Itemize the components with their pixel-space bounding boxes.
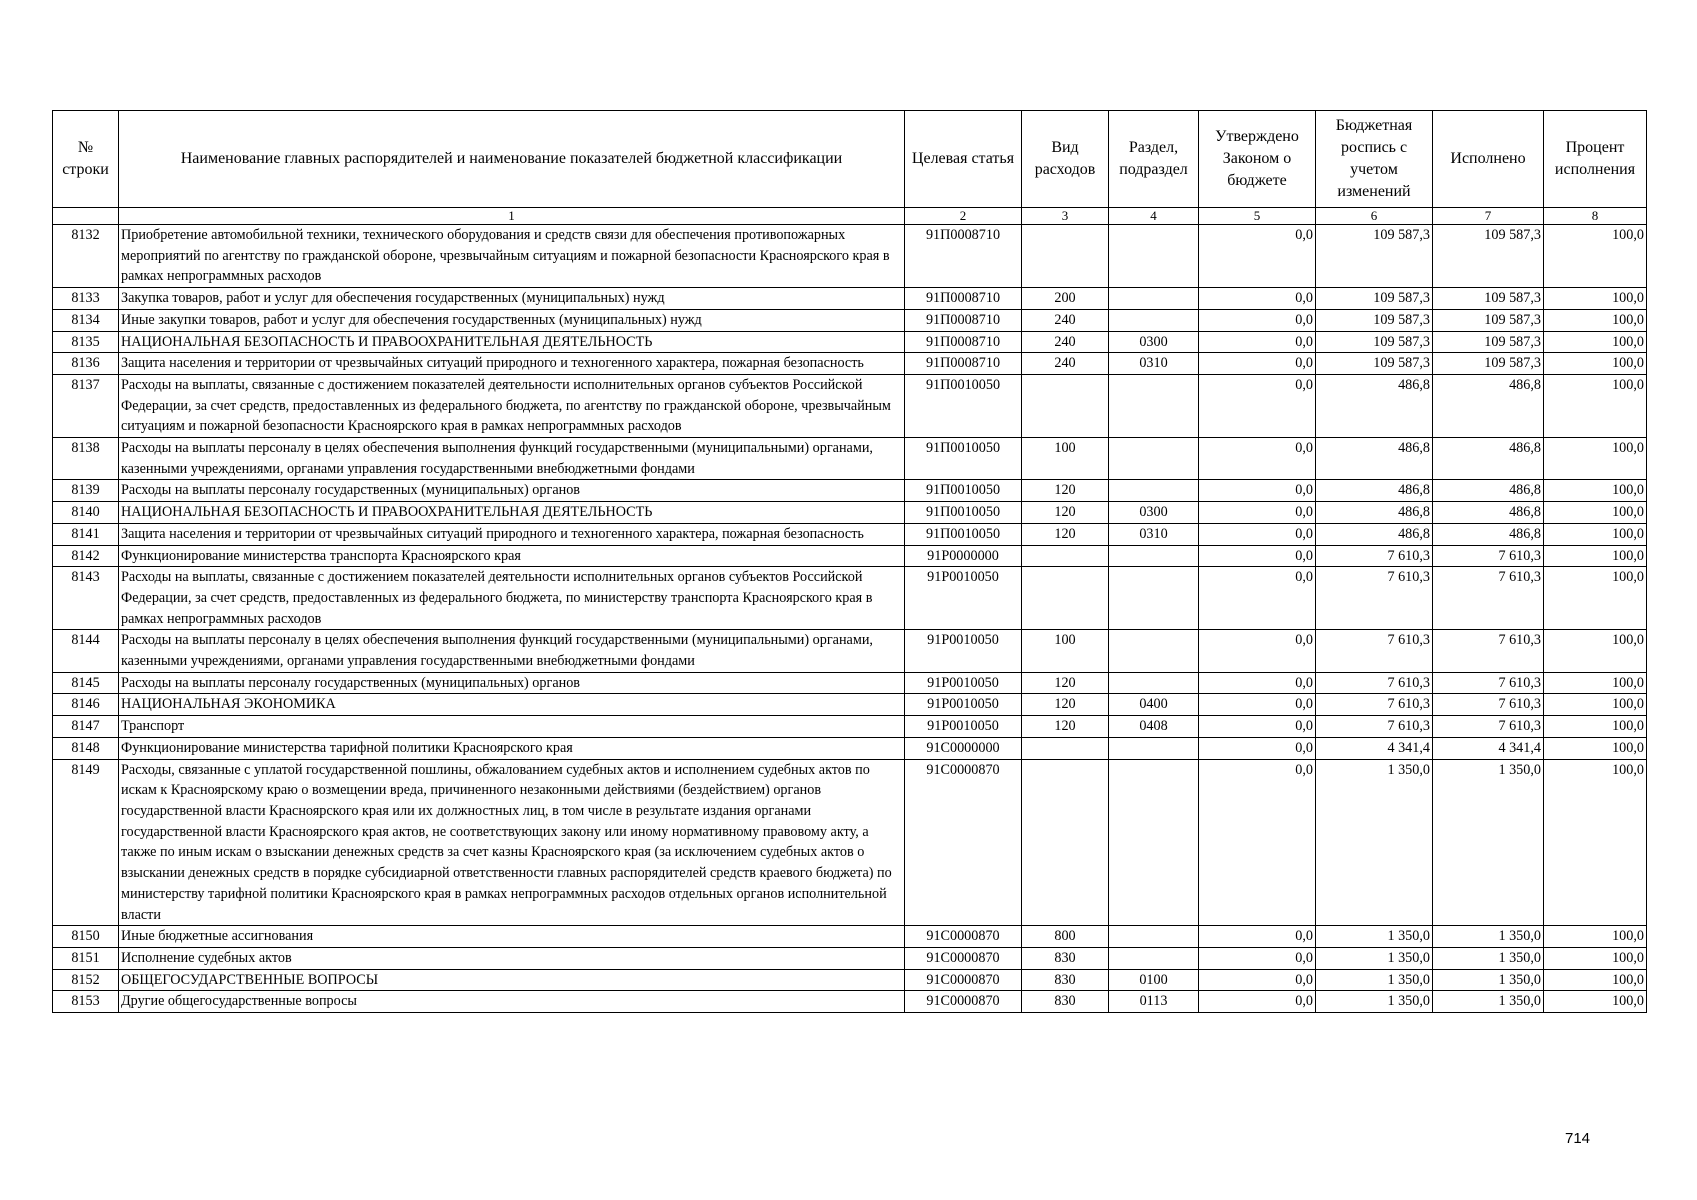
percent-cell: 100,0 — [1544, 759, 1647, 926]
percent-cell: 100,0 — [1544, 991, 1647, 1013]
row-name-cell: Расходы на выплаты, связанные с достижением показателей деятельности исполнительных органов субъектов Российской Федерации, за счет средств, предоставленных из федерального бюджета, по агентству по гражданской обороне, чрезвычайным ситуациям и пожарной безопасности Красноярского края в рамках непрограммных расходов — [119, 374, 905, 437]
approved-cell: 0,0 — [1199, 737, 1316, 759]
budget-schedule-cell: 109 587,3 — [1316, 225, 1433, 288]
approved-cell: 0,0 — [1199, 331, 1316, 353]
budget-schedule-cell: 109 587,3 — [1316, 288, 1433, 310]
section-cell: 0310 — [1109, 353, 1199, 375]
section-cell — [1109, 947, 1199, 969]
budget-schedule-cell: 109 587,3 — [1316, 353, 1433, 375]
target-article-cell: 91П0010050 — [905, 502, 1022, 524]
executed-cell: 7 610,3 — [1433, 694, 1544, 716]
column-number-row — [53, 208, 1647, 225]
budget-schedule-cell: 1 350,0 — [1316, 759, 1433, 926]
expense-kind-cell — [1022, 567, 1109, 630]
row-number-cell: 8136 — [53, 353, 119, 375]
approved-cell: 0,0 — [1199, 225, 1316, 288]
table-row — [53, 374, 1647, 437]
row-name-cell: Приобретение автомобильной техники, технического оборудования и средств связи для обеспечения противопожарных мероприятий по агентству по гражданской обороне, чрезвычайным ситуациям и пожарной безопасности Красноярского края в рамках непрограммных расходов — [119, 225, 905, 288]
budget-schedule-cell: 109 587,3 — [1316, 309, 1433, 331]
table-row — [53, 947, 1647, 969]
table-row — [53, 309, 1647, 331]
expense-kind-cell: 120 — [1022, 694, 1109, 716]
expense-kind-cell — [1022, 225, 1109, 288]
approved-cell: 0,0 — [1199, 969, 1316, 991]
row-name-cell: Расходы на выплаты персоналу в целях обеспечения выполнения функций государственными (муниципальными) органами, казенными учреждениями, органами управления государственными внебюджетными фондами — [119, 630, 905, 672]
percent-cell: 100,0 — [1544, 694, 1647, 716]
section-cell — [1109, 438, 1199, 480]
row-name-cell: Расходы на выплаты персоналу государственных (муниципальных) органов — [119, 672, 905, 694]
expense-kind-cell: 830 — [1022, 991, 1109, 1013]
row-number-cell: 8152 — [53, 969, 119, 991]
column-number: 1 — [119, 208, 905, 225]
header-budget-schedule: Бюджетная роспись с учетом изменений — [1316, 111, 1433, 208]
budget-schedule-cell: 7 610,3 — [1316, 545, 1433, 567]
percent-cell: 100,0 — [1544, 716, 1647, 738]
budget-schedule-cell: 1 350,0 — [1316, 969, 1433, 991]
row-name-cell: НАЦИОНАЛЬНАЯ ЭКОНОМИКА — [119, 694, 905, 716]
expense-kind-cell: 100 — [1022, 438, 1109, 480]
row-name-cell: Расходы на выплаты, связанные с достижением показателей деятельности исполнительных органов субъектов Российской Федерации, за счет средств, предоставленных из федерального бюджета, по министерству транспорта Красноярского края в рамках непрограммных расходов — [119, 567, 905, 630]
table-header-row — [53, 111, 1647, 208]
target-article-cell: 91П0008710 — [905, 331, 1022, 353]
section-cell: 0113 — [1109, 991, 1199, 1013]
budget-schedule-cell: 1 350,0 — [1316, 947, 1433, 969]
approved-cell: 0,0 — [1199, 630, 1316, 672]
table-row — [53, 759, 1647, 926]
row-number-cell: 8133 — [53, 288, 119, 310]
expense-kind-cell: 120 — [1022, 480, 1109, 502]
section-cell — [1109, 288, 1199, 310]
row-number-cell: 8139 — [53, 480, 119, 502]
executed-cell: 7 610,3 — [1433, 716, 1544, 738]
percent-cell: 100,0 — [1544, 969, 1647, 991]
executed-cell: 109 587,3 — [1433, 288, 1544, 310]
section-cell — [1109, 374, 1199, 437]
executed-cell: 1 350,0 — [1433, 947, 1544, 969]
section-cell — [1109, 630, 1199, 672]
row-number-cell: 8151 — [53, 947, 119, 969]
row-number-cell: 8153 — [53, 991, 119, 1013]
header-name: Наименование главных распорядителей и наименование показателей бюджетной классификации — [119, 111, 905, 208]
approved-cell: 0,0 — [1199, 353, 1316, 375]
row-name-cell: НАЦИОНАЛЬНАЯ БЕЗОПАСНОСТЬ И ПРАВООХРАНИТЕЛЬНАЯ ДЕЯТЕЛЬНОСТЬ — [119, 502, 905, 524]
column-number: 4 — [1109, 208, 1199, 225]
column-number: 6 — [1316, 208, 1433, 225]
approved-cell: 0,0 — [1199, 438, 1316, 480]
expense-kind-cell: 120 — [1022, 502, 1109, 524]
target-article-cell: 91П0010050 — [905, 374, 1022, 437]
target-article-cell: 91Р0010050 — [905, 694, 1022, 716]
approved-cell: 0,0 — [1199, 288, 1316, 310]
column-number: 2 — [905, 208, 1022, 225]
section-cell — [1109, 545, 1199, 567]
target-article-cell: 91С0000870 — [905, 969, 1022, 991]
approved-cell: 0,0 — [1199, 926, 1316, 948]
section-cell: 0300 — [1109, 331, 1199, 353]
row-name-cell: Исполнение судебных актов — [119, 947, 905, 969]
row-number-cell: 8140 — [53, 502, 119, 524]
row-number-cell: 8144 — [53, 630, 119, 672]
row-name-cell: Расходы, связанные с уплатой государственной пошлины, обжалованием судебных актов и исполнением судебных актов по искам к Красноярскому краю о возмещении вреда, причиненного незаконными действиями (бездействием) органов государственной власти Красноярского края или их должностных лиц, в том числе в результате издания органами государственной власти Красноярского края актов, не соответствующих закону или иному нормативному правовому акту, а также по иным искам о взыскании денежных средств за счет казны Красноярского края (за исключением судебных актов о взыскании денежных средств в порядке субсидиарной ответственности главных распорядителей средств краевого бюджета) по министерству тарифной политики Красноярского края в рамках непрограммных расходов отдельных органов исполнительной власти — [119, 759, 905, 926]
target-article-cell: 91С0000870 — [905, 991, 1022, 1013]
budget-schedule-cell: 7 610,3 — [1316, 567, 1433, 630]
table-row — [53, 926, 1647, 948]
percent-cell: 100,0 — [1544, 567, 1647, 630]
row-name-cell: Функционирование министерства тарифной политики Красноярского края — [119, 737, 905, 759]
row-name-cell: НАЦИОНАЛЬНАЯ БЕЗОПАСНОСТЬ И ПРАВООХРАНИТЕЛЬНАЯ ДЕЯТЕЛЬНОСТЬ — [119, 331, 905, 353]
row-name-cell: Расходы на выплаты персоналу в целях обеспечения выполнения функций государственными (муниципальными) органами, казенными учреждениями, органами управления государственными внебюджетными фондами — [119, 438, 905, 480]
executed-cell: 486,8 — [1433, 523, 1544, 545]
expense-kind-cell: 100 — [1022, 630, 1109, 672]
budget-schedule-cell: 7 610,3 — [1316, 716, 1433, 738]
section-cell: 0408 — [1109, 716, 1199, 738]
budget-schedule-cell: 109 587,3 — [1316, 331, 1433, 353]
percent-cell: 100,0 — [1544, 545, 1647, 567]
approved-cell: 0,0 — [1199, 502, 1316, 524]
expense-kind-cell: 240 — [1022, 309, 1109, 331]
expense-kind-cell — [1022, 374, 1109, 437]
page-number: 714 — [1565, 1130, 1591, 1147]
percent-cell: 100,0 — [1544, 737, 1647, 759]
approved-cell: 0,0 — [1199, 716, 1316, 738]
executed-cell: 7 610,3 — [1433, 672, 1544, 694]
percent-cell: 100,0 — [1544, 672, 1647, 694]
expense-kind-cell: 200 — [1022, 288, 1109, 310]
column-number: 5 — [1199, 208, 1316, 225]
percent-cell: 100,0 — [1544, 502, 1647, 524]
target-article-cell: 91Р0010050 — [905, 630, 1022, 672]
approved-cell: 0,0 — [1199, 309, 1316, 331]
row-number-cell: 8149 — [53, 759, 119, 926]
table-row — [53, 502, 1647, 524]
percent-cell: 100,0 — [1544, 331, 1647, 353]
header-approved: Утверждено Законом о бюджете — [1199, 111, 1316, 208]
approved-cell: 0,0 — [1199, 523, 1316, 545]
executed-cell: 486,8 — [1433, 502, 1544, 524]
budget-schedule-cell: 1 350,0 — [1316, 926, 1433, 948]
row-name-cell: Иные закупки товаров, работ и услуг для обеспечения государственных (муниципальных) нужд — [119, 309, 905, 331]
table-row — [53, 480, 1647, 502]
target-article-cell: 91С0000870 — [905, 947, 1022, 969]
section-cell — [1109, 926, 1199, 948]
section-cell — [1109, 225, 1199, 288]
row-name-cell: Другие общегосударственные вопросы — [119, 991, 905, 1013]
table-row — [53, 567, 1647, 630]
section-cell — [1109, 480, 1199, 502]
target-article-cell: 91С0000000 — [905, 737, 1022, 759]
row-number-cell: 8138 — [53, 438, 119, 480]
percent-cell: 100,0 — [1544, 947, 1647, 969]
approved-cell: 0,0 — [1199, 480, 1316, 502]
row-number-cell: 8135 — [53, 331, 119, 353]
row-number-cell: 8147 — [53, 716, 119, 738]
executed-cell: 7 610,3 — [1433, 567, 1544, 630]
budget-schedule-cell: 486,8 — [1316, 523, 1433, 545]
table-row — [53, 288, 1647, 310]
table-row — [53, 225, 1647, 288]
column-number: 3 — [1022, 208, 1109, 225]
target-article-cell: 91С0000870 — [905, 759, 1022, 926]
table-row — [53, 737, 1647, 759]
table-row — [53, 716, 1647, 738]
target-article-cell: 91П0010050 — [905, 523, 1022, 545]
row-number-cell: 8132 — [53, 225, 119, 288]
row-number-cell: 8150 — [53, 926, 119, 948]
target-article-cell: 91Р0000000 — [905, 545, 1022, 567]
row-name-cell: Расходы на выплаты персоналу государственных (муниципальных) органов — [119, 480, 905, 502]
executed-cell: 486,8 — [1433, 374, 1544, 437]
executed-cell: 1 350,0 — [1433, 759, 1544, 926]
section-cell — [1109, 737, 1199, 759]
row-name-cell: Транспорт — [119, 716, 905, 738]
budget-schedule-cell: 486,8 — [1316, 374, 1433, 437]
table-row — [53, 630, 1647, 672]
expense-kind-cell: 830 — [1022, 947, 1109, 969]
expense-kind-cell: 120 — [1022, 672, 1109, 694]
target-article-cell: 91П0008710 — [905, 309, 1022, 331]
section-cell: 0100 — [1109, 969, 1199, 991]
table-row — [53, 353, 1647, 375]
executed-cell: 109 587,3 — [1433, 353, 1544, 375]
target-article-cell: 91П0008710 — [905, 353, 1022, 375]
executed-cell: 4 341,4 — [1433, 737, 1544, 759]
expense-kind-cell: 240 — [1022, 353, 1109, 375]
executed-cell: 109 587,3 — [1433, 331, 1544, 353]
row-number-cell: 8134 — [53, 309, 119, 331]
executed-cell: 7 610,3 — [1433, 545, 1544, 567]
section-cell: 0400 — [1109, 694, 1199, 716]
table-row — [53, 991, 1647, 1013]
row-name-cell: Функционирование министерства транспорта Красноярского края — [119, 545, 905, 567]
header-expense-kind: Вид расходов — [1022, 111, 1109, 208]
row-name-cell: ОБЩЕГОСУДАРСТВЕННЫЕ ВОПРОСЫ — [119, 969, 905, 991]
header-section: Раздел, подраздел — [1109, 111, 1199, 208]
column-number — [53, 208, 119, 225]
row-number-cell: 8137 — [53, 374, 119, 437]
budget-table-sheet — [52, 110, 1646, 1013]
table-row — [53, 331, 1647, 353]
column-number: 7 — [1433, 208, 1544, 225]
budget-schedule-cell: 486,8 — [1316, 502, 1433, 524]
budget-schedule-cell: 4 341,4 — [1316, 737, 1433, 759]
expense-kind-cell: 240 — [1022, 331, 1109, 353]
row-number-cell: 8146 — [53, 694, 119, 716]
target-article-cell: 91С0000870 — [905, 926, 1022, 948]
percent-cell: 100,0 — [1544, 288, 1647, 310]
percent-cell: 100,0 — [1544, 309, 1647, 331]
budget-schedule-cell: 7 610,3 — [1316, 672, 1433, 694]
header-percent: Процент исполнения — [1544, 111, 1647, 208]
percent-cell: 100,0 — [1544, 438, 1647, 480]
approved-cell: 0,0 — [1199, 545, 1316, 567]
executed-cell: 109 587,3 — [1433, 225, 1544, 288]
percent-cell: 100,0 — [1544, 523, 1647, 545]
executed-cell: 486,8 — [1433, 480, 1544, 502]
table-row — [53, 672, 1647, 694]
target-article-cell: 91П0008710 — [905, 288, 1022, 310]
section-cell: 0300 — [1109, 502, 1199, 524]
approved-cell: 0,0 — [1199, 991, 1316, 1013]
table-row — [53, 438, 1647, 480]
executed-cell: 486,8 — [1433, 438, 1544, 480]
expense-kind-cell — [1022, 737, 1109, 759]
percent-cell: 100,0 — [1544, 480, 1647, 502]
expense-kind-cell: 120 — [1022, 523, 1109, 545]
row-name-cell: Защита населения и территории от чрезвычайных ситуаций природного и техногенного характера, пожарная безопасность — [119, 353, 905, 375]
approved-cell: 0,0 — [1199, 694, 1316, 716]
budget-schedule-cell: 1 350,0 — [1316, 991, 1433, 1013]
section-cell — [1109, 309, 1199, 331]
budget-schedule-cell: 486,8 — [1316, 438, 1433, 480]
row-number-cell: 8143 — [53, 567, 119, 630]
table-row — [53, 694, 1647, 716]
budget-execution-table — [52, 110, 1647, 1013]
executed-cell: 7 610,3 — [1433, 630, 1544, 672]
budget-schedule-cell: 7 610,3 — [1316, 694, 1433, 716]
executed-cell: 1 350,0 — [1433, 991, 1544, 1013]
row-number-cell: 8148 — [53, 737, 119, 759]
row-number-cell: 8145 — [53, 672, 119, 694]
table-row — [53, 545, 1647, 567]
table-row — [53, 523, 1647, 545]
executed-cell: 1 350,0 — [1433, 926, 1544, 948]
percent-cell: 100,0 — [1544, 353, 1647, 375]
approved-cell: 0,0 — [1199, 374, 1316, 437]
section-cell — [1109, 672, 1199, 694]
header-row-number: № строки — [53, 111, 119, 208]
column-number: 8 — [1544, 208, 1647, 225]
row-number-cell: 8141 — [53, 523, 119, 545]
table-row — [53, 969, 1647, 991]
section-cell — [1109, 759, 1199, 926]
approved-cell: 0,0 — [1199, 672, 1316, 694]
percent-cell: 100,0 — [1544, 225, 1647, 288]
budget-schedule-cell: 486,8 — [1316, 480, 1433, 502]
approved-cell: 0,0 — [1199, 947, 1316, 969]
row-name-cell: Защита населения и территории от чрезвычайных ситуаций природного и техногенного характера, пожарная безопасность — [119, 523, 905, 545]
budget-schedule-cell: 7 610,3 — [1316, 630, 1433, 672]
header-target-article: Целевая статья — [905, 111, 1022, 208]
section-cell — [1109, 567, 1199, 630]
expense-kind-cell: 830 — [1022, 969, 1109, 991]
target-article-cell: 91Р0010050 — [905, 567, 1022, 630]
approved-cell: 0,0 — [1199, 567, 1316, 630]
expense-kind-cell: 120 — [1022, 716, 1109, 738]
target-article-cell: 91П0008710 — [905, 225, 1022, 288]
target-article-cell: 91П0010050 — [905, 438, 1022, 480]
expense-kind-cell — [1022, 759, 1109, 926]
percent-cell: 100,0 — [1544, 630, 1647, 672]
executed-cell: 1 350,0 — [1433, 969, 1544, 991]
target-article-cell: 91Р0010050 — [905, 672, 1022, 694]
executed-cell: 109 587,3 — [1433, 309, 1544, 331]
percent-cell: 100,0 — [1544, 926, 1647, 948]
expense-kind-cell: 800 — [1022, 926, 1109, 948]
expense-kind-cell — [1022, 545, 1109, 567]
row-number-cell: 8142 — [53, 545, 119, 567]
target-article-cell: 91Р0010050 — [905, 716, 1022, 738]
percent-cell: 100,0 — [1544, 374, 1647, 437]
row-name-cell: Иные бюджетные ассигнования — [119, 926, 905, 948]
approved-cell: 0,0 — [1199, 759, 1316, 926]
section-cell: 0310 — [1109, 523, 1199, 545]
target-article-cell: 91П0010050 — [905, 480, 1022, 502]
row-name-cell: Закупка товаров, работ и услуг для обеспечения государственных (муниципальных) нужд — [119, 288, 905, 310]
header-executed: Исполнено — [1433, 111, 1544, 208]
